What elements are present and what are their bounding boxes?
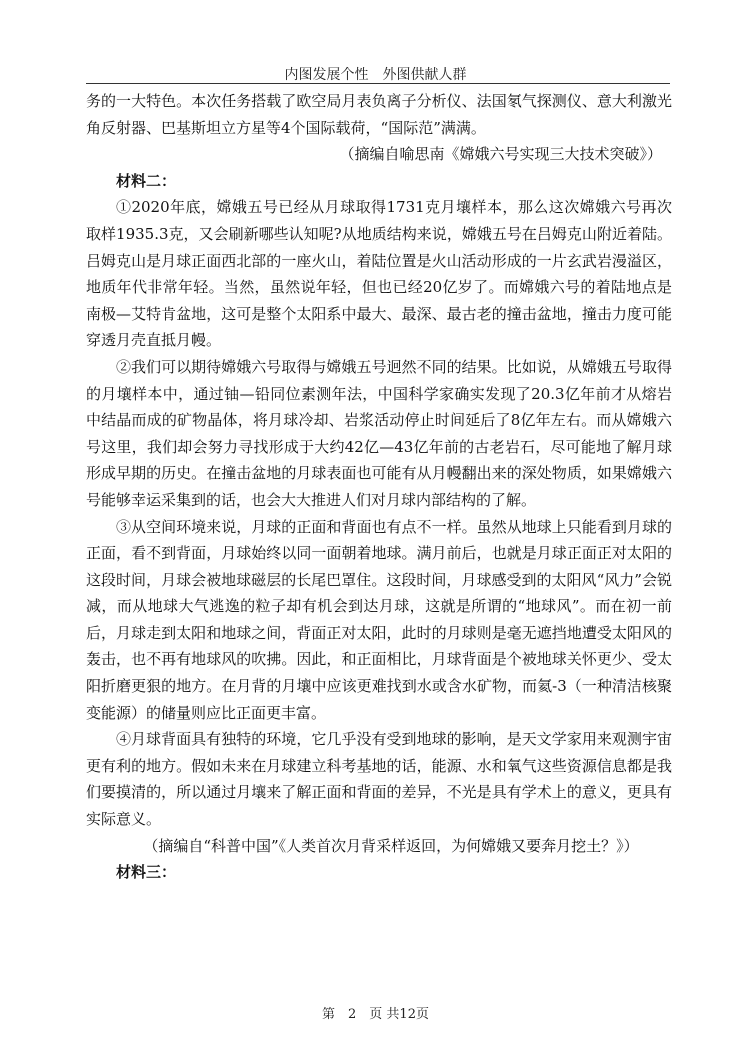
paragraph-continuation: 务的一大特色。本次任务搭载了欧空局月表负离子分析仪、法国氡气探测仪、意大利激光角反射器、巴基斯坦立方星等4个国际载荷，“国际范”满满。 [86, 92, 672, 137]
paragraph-4: ④月球背面具有独特的环境，它几乎没有受到地球的影响，是天文学家用来观测宇宙更有利的地方。假如未来在月球建立科考基地的话，能源、水和氧气这些资源信息都是我们要摸清的，所以通过月壤来了解正面和背面的差异，不光是具有学术上的意义，更具有实际意义。 [86, 730, 672, 829]
section-heading-material-2: 材料二： [116, 171, 177, 190]
source-citation-1: （摘编自喻思南《嫦娥六号实现三大技术突破》） [339, 145, 662, 164]
document-body [86, 88, 672, 886]
source-citation-2: （摘编自“科普中国”《人类首次月背采样返回，为何嫦娥又要奔月挖土？》） [143, 836, 639, 855]
paragraph-3: ③从空间环境来说，月球的正面和背面也有点不一样。虽然从地球上只能看到月球的正面，看不到背面，月球始终以同一面朝着地球。满月前后，也就是月球正面正对太阳的这段时间，月球会被地球磁层的长尾巴罩住。这段时间，月球感受到的太阳风“风力”会锐减，而从地球大气逃逸的粒子却有机会到达月球，这就是所谓的“地球风”。而在初一前后，月球走到太阳和地球之间，背面正对太阳，此时的月球则是毫无遮挡地遭受太阳风的轰击，也不再有地球风的吹拂。因此，和正面相比，月球背面是个被地球关怀更少、受太阳折磨更狠的地方。在月背的月壤中应该更难找到水或含水矿物，而氦-3（一种清洁核聚变能源）的储量则应比正面更丰富。 [86, 517, 672, 722]
paragraph-2: ②我们可以期待嫦娥六号取得与嫦娥五号迥然不同的结果。比如说，从嫦娥五号取得的月壤样本中，通过铀—铅同位素测年法，中国科学家确实发现了20.3亿年前才从熔岩中结晶而成的矿物晶体，将月球冷却、岩浆活动停止时间延后了8亿年左右。而从嫦娥六号这里，我们却会努力寻找形成于大约42亿—43亿年前的古老岩石，尽可能地了解月球形成早期的历史。在撞击盆地的月球表面也可能有从月幔翻出来的深处物质，如果嫦娥六号能够幸运采集到的话，也会大大推进人们对月球内部结构的了解。 [86, 357, 672, 509]
paragraph-1: ①2020年底，嫦娥五号已经从月球取得1731克月壤样本，那么这次嫦娥六号再次取样1935.3克，又会刷新哪些认知呢?从地质结构来说，嫦娥五号在吕姆克山附近着陆。吕姆克山是月球正面西北部的一座火山，着陆位置是火山活动形成的一片玄武岩漫溢区，地质年代非常年轻。当然，虽然说年轻，但也已经20亿岁了。而嫦娥六号的着陆地点是南极—艾特肯盆地，这可是整个太阳系中最大、最深、最古老的撞击盆地，撞击力度可能穿透月壳直抵月幔。 [86, 198, 672, 350]
page-number-footer: 第 2 页 共12页 [322, 1007, 429, 1022]
section-heading-material-3: 材料三： [116, 863, 177, 882]
header-divider [86, 83, 670, 84]
page-header-title: 内图发展个性 外图供献人群 [284, 67, 467, 83]
